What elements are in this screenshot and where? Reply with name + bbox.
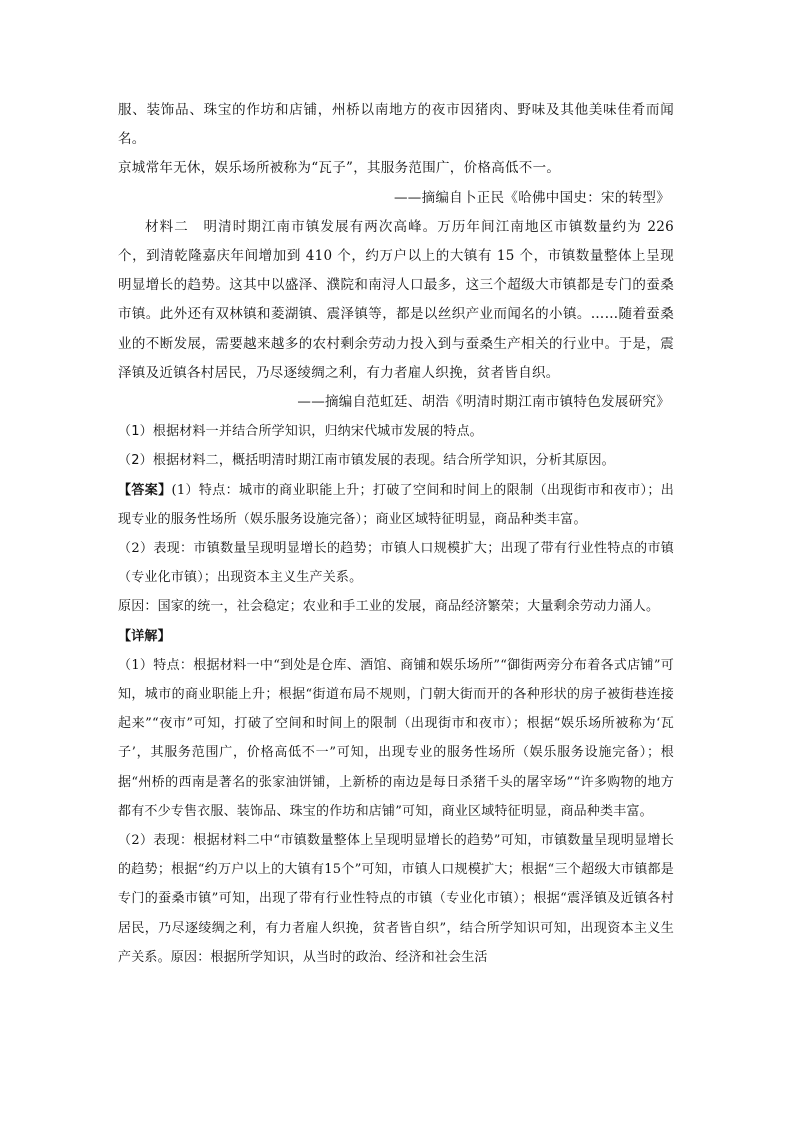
- material1-line2: 京城常年无休，娱乐场所被称为“瓦子”，其服务范围广，价格高低不一。: [118, 160, 561, 177]
- material2-paragraph: 材料二 明清时期江南市镇发展有两次高峰。万历年间江南地区市镇数量约为 226 个，到清乾隆嘉庆年间增加到 410 个，约万户以上的大镇有 15 个，市镇数量整体上呈现明显增长的趋势。这其中以盛泽、濮院和南浔人口最多，这三个超级大市镇都是专门的蚕桑市镇。此外还有双林镇和菱湖镇、震泽镇等，都是以丝织产业而闻名的小镇。……随着蚕桑业的不断发展，需要越来越多的农村剩余劳动力投入到与蚕桑生产相关的行业中。于是，震泽镇及近镇各村居民，乃尽逐绫绸之利，有力者雇人织挽，贫者皆自织。: [118, 218, 674, 381]
- question-2: （2）根据材料二，概括明清时期江南市镇发展的表现。结合所学知识，分析其原因。: [118, 453, 615, 469]
- answer-2-reason: 原因：国家的统一，社会稳定；农业和手工业的发展，商品经济繁荣；大量剩余劳动力涌人。: [118, 599, 660, 615]
- document-body: [118, 96, 674, 972]
- question-1: （1）根据材料一并结合所学知识，归纳宋代城市发展的特点。: [118, 424, 483, 440]
- detail-label: 【详解】: [118, 628, 171, 644]
- detail-1: （1）特点：根据材料一中“到处是仓库、酒馆、商铺和娱乐场所”“御街两旁分布着各式店铺”可知，城市的商业职能上升；根据“街道布局不规则，门朝大街而开的各种形状的房子被街巷连接起来”“夜市”可知，打破了空间和时间上的限制（出现街市和夜市）；根据“娱乐场所被称为‘瓦子’，其服务范围广，价格高低不一”可知，出现专业的服务性场所（娱乐服务设施完备）；根据“州桥的西南是著名的张家油饼铺，上新桥的南边是每日杀猪千头的屠宰场”“许多购物的地方都有不少专售衣服、装饰品、珠宝的作坊和店铺”可知，商业区域特征明显，商品种类丰富。: [118, 657, 674, 819]
- answer-1-text: (1）特点：城市的商业职能上升；打破了空间和时间上的限制（出现街市和夜市）；出现专业的服务性场所（娱乐服务设施完备）；商业区域特征明显，商品种类丰富。: [118, 482, 674, 527]
- source-citation-1: ——摘编自卜正民《哈佛中国史：宋的转型》: [394, 189, 670, 206]
- answer-2: （2）表现：市镇数量呈现明显增长的趋势；市镇人口规模扩大；出现了带有行业性特点的市镇（专业化市镇）；出现资本主义生产关系。: [118, 541, 674, 586]
- detail-2: （2）表现：根据材料二中“市镇数量整体上呈现明显增长的趋势”可知，市镇数量呈现明显增长的趋势；根据“约万户以上的大镇有15个”可知，市镇人口规模扩大；根据“三个超级大市镇都是专门的蚕桑市镇”可知，出现了带有行业性特点的市镇（专业化市镇）；根据“震泽镇及近镇各村居民，乃尽逐绫绸之利，有力者雇人织挽，贫者皆自织”，结合所学知识可知，出现资本主义生产关系。原因：根据所学知识，从当时的政治、经济和社会生活: [118, 833, 674, 965]
- answer-1: [118, 476, 674, 534]
- material1-line1: 服、装饰品、珠宝的作坊和店铺，州桥以南地方的夜市因猪肉、野味及其他美味佳肴而闻名。: [118, 102, 674, 148]
- source-citation-2: ——摘编自范虹廷、胡浩《明清时期江南市镇特色发展研究》: [297, 394, 670, 411]
- answer-label: 【答案】: [118, 482, 172, 498]
